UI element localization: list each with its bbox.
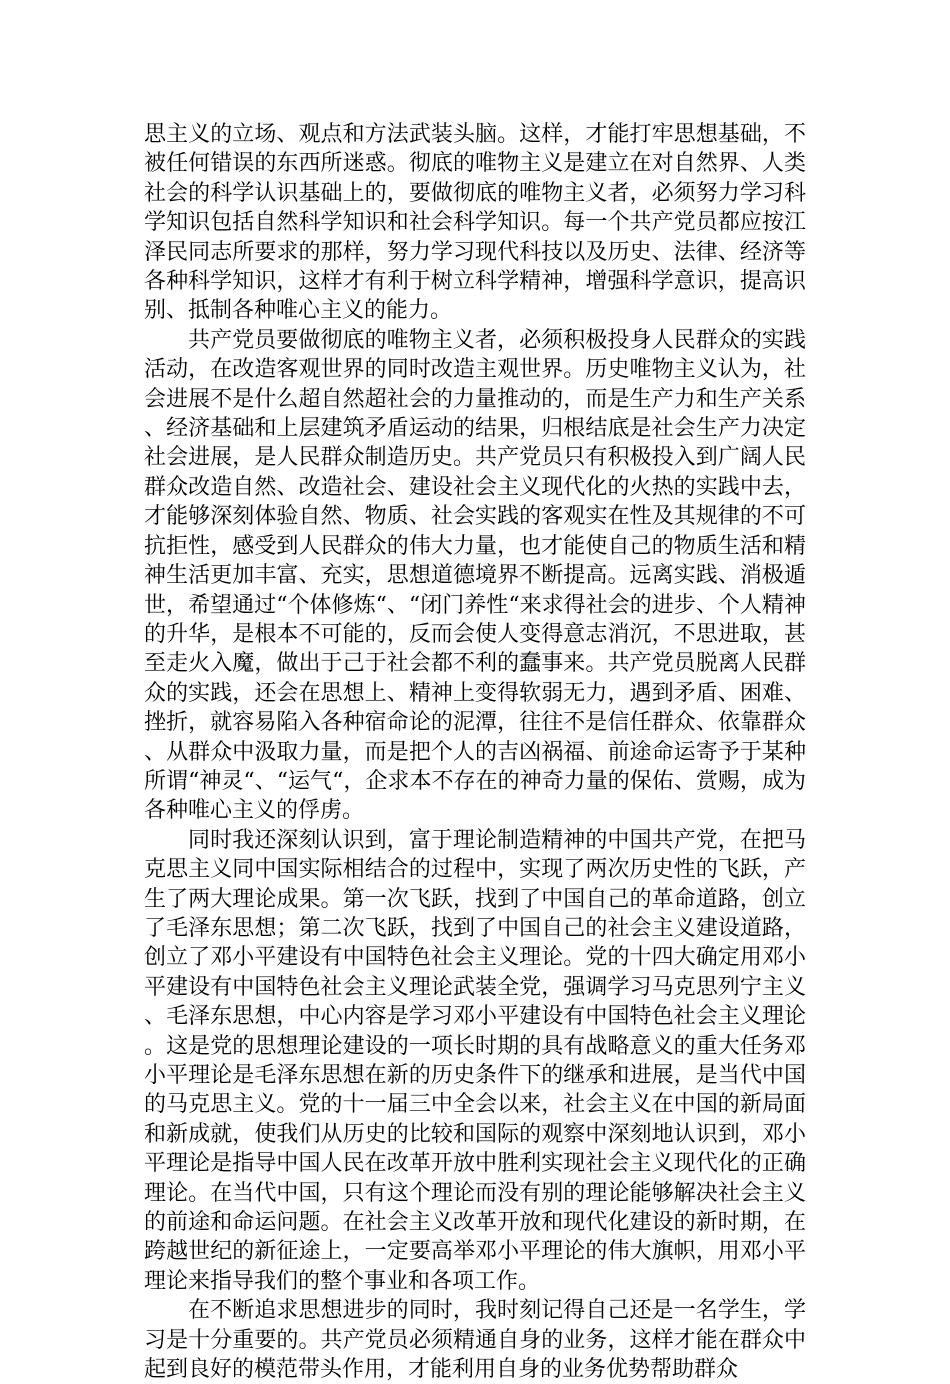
document-page bbox=[144, 120, 806, 1384]
paragraph-4: 在不断追求思想进步的同时，我时刻记得自己还是一名学生，学习是十分重要的。共产党员必须精通自身的业务，这样才能在群众中起到良好的模范带头作用，才能利用自身的业务优势帮助群众 bbox=[144, 1298, 806, 1383]
paragraph-3: 同时我还深刻认识到，富于理论制造精神的中国共产党，在把马克思主义同中国实际相结合的过程中，实现了两次历史性的飞跃，产生了两大理论成果。第一次飞跃，找到了中国自己的革命道路，创立了毛泽东思想；第二次飞跃，找到了中国自己的社会主义建设道路，创立了邓小平建设有中国特色社会主义理论。党的十四大确定用邓小平建设有中国特色社会主义理论武装全党，强调学习马克思列宁主义、毛泽东思想，中心内容是学习邓小平建设有中国特色社会主义理论。这是党的思想理论建设的一项长时期的具有战略意义的重大任务邓小平理论是毛泽东思想在新的历史条件下的继承和进展，是当代中国的马克思主义。党的十一届三中全会以来，社会主义在中国的新局面和新成就，使我们从历史的比较和国际的观察中深刻地认识到，邓小平理论是指导中国人民在改革开放中胜利实现社会主义现代化的正确理论。在当代中国，只有这个理论而没有别的理论能够解决社会主义的前途和命运问题。在社会主义改革开放和现代化建设的新时期，在跨越世纪的新征途上，一定要高举邓小平理论的伟大旗帜，用邓小平理论来指导我们的整个事业和各项工作。 bbox=[144, 827, 806, 1294]
paragraph-1: 思主义的立场、观点和方法武装头脑。这样，才能打牢思想基础，不被任何错误的东西所迷惑。彻底的唯物主义是建立在对自然界、人类社会的科学认识基础上的，要做彻底的唯物主义者，必须努力学习科学知识包括自然科学知识和社会科学知识。每一个共产党员都应按江泽民同志所要求的那样，努力学习现代科技以及历史、法律、经济等各种科学知识，这样才有利于树立科学精神，增强科学意识，提高识别、抵制各种唯心主义的能力。 bbox=[144, 122, 806, 324]
paragraph-2: 共产党员要做彻底的唯物主义者，必须积极投身人民群众的实践活动，在改造客观世界的同时改造主观世界。历史唯物主义认为，社会进展不是什么超自然超社会的力量推动的，而是生产力和生产关系、经济基础和上层建筑矛盾运动的结果，归根结底是社会生产力决定社会进展，是人民群众制造历史。共产党员只有积极投入到广阔人民群众改造自然、改造社会、建设社会主义现代化的火热的实践中去，才能够深刻体验自然、物质、社会实践的客观实在性及其规律的不可抗拒性，感受到人民群众的伟大力量，也才能使自己的物质生活和精神生活更加丰富、充实，思想道德境界不断提高。远离实践、消极遁世，希望通过“个体修炼“、“闭门养性“来求得社会的进步、个人精神的升华，是根本不可能的，反而会使人变得意志消沉，不思进取，甚至走火入魔，做出于己于社会都不利的蠢事来。共产党员脱离人民群众的实践，还会在思想上、精神上变得软弱无力，遇到矛盾、困难、挫折，就容易陷入各种宿命论的泥潭，往往不是信任群众、依靠群众、从群众中汲取力量，而是把个人的吉凶祸福、前途命运寄予于某种所谓“神灵“、“运气“，企求本不存在的神奇力量的保佑、赏赐，成为各种唯心主义的俘虏。 bbox=[144, 327, 806, 824]
